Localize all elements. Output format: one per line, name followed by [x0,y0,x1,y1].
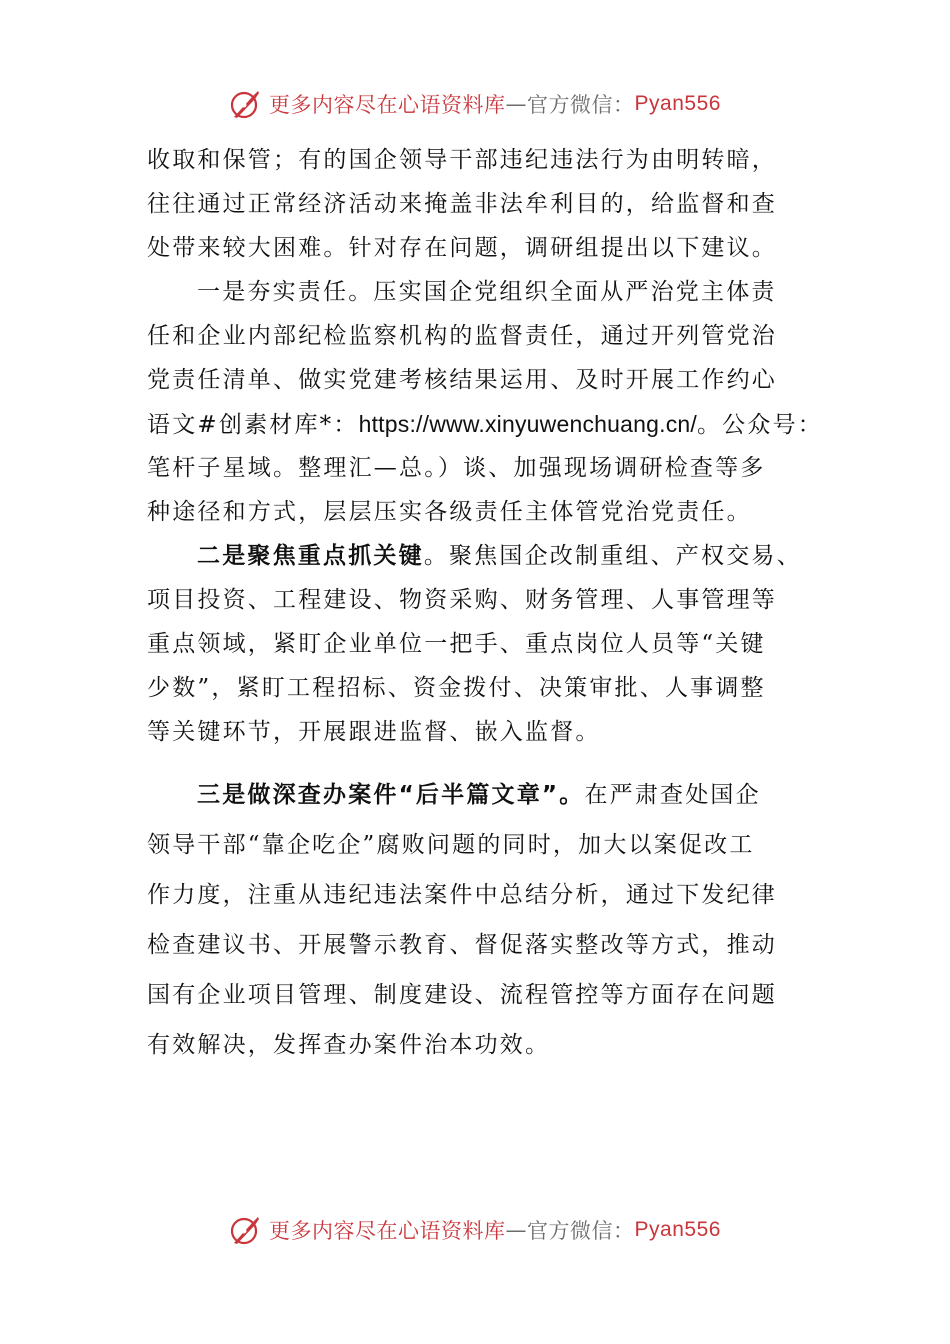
banner-dash: — [505,1218,528,1242]
banner-wechat-id: Pyan556 [634,92,721,115]
text-line: 领导干部“靠企吃企”腐败问题的同时，加大以案促改工 [147,832,755,858]
banner-title: 更多内容尽在心语资料库 [269,1219,506,1243]
text-line: 收取和保管；有的国企领导干部违纪违法行为由明转暗， [147,147,777,173]
paragraph-intro [147,138,807,270]
banner-wechat-label: 官方微信： [527,1219,635,1243]
banner-wechat-label: 官方微信： [527,93,635,117]
paragraph-lead: 三是做深查办案件“后半篇文章”。 [197,782,585,808]
text-line: 有效解决，发挥查办案件治本功效。 [147,1032,551,1058]
text-span: 。聚焦国企改制重组、产权交易、 [423,543,802,569]
banner-wechat-id: Pyan556 [634,1218,721,1241]
text-line [147,770,807,820]
text-line: 往往通过正常经济活动来掩盖非法牟利目的，给监督和查 [147,191,777,217]
text-line: 种途径和方式，层层压实各级责任主体管党治党责任。 [147,499,752,525]
document-body [147,138,823,1070]
banner-dash: — [505,92,528,116]
paragraph-gap [147,754,807,770]
paragraph-responsibility [147,270,823,534]
text-line: 党责任清单、做实党建考核结果运用、及时开展工作约心 [147,367,777,393]
text-line: 重点领域，紧盯企业单位一把手、重点岗位人员等“关键 [147,631,766,657]
header-banner [0,82,950,126]
text-line: 任和企业内部纪检监察机构的监督责任，通过开列管党治 [147,323,777,349]
banner-title: 更多内容尽在心语资料库 [269,93,506,117]
paragraph-case-handling [147,770,807,1070]
footer-banner [0,1208,950,1252]
text-span: 在严肃查处国企 [584,782,761,808]
text-line: 处带来较大困难。针对存在问题，调研组提出以下建议。 [147,235,777,261]
text-line: 一是夯实责任。压实国企党组织全面从严治党主体责 [197,279,777,305]
text-line: 检查建议书、开展警示教育、督促落实整改等方式，推动 [147,932,777,958]
pen-nib-logo-icon [229,87,263,121]
text-line: 作力度，注重从违纪违法案件中总结分析，通过下发纪律 [147,882,777,908]
watermark-url: https://www.xinyuwenchuang.cn/ [358,411,697,437]
text-line [147,402,823,446]
text-line: 笔杆子星域。整理汇—总。）谈、加强现场调研检查等多 [147,455,766,481]
pen-nib-logo-icon [229,1213,263,1247]
text-line: 项目投资、工程建设、物资采购、财务管理、人事管理等 [147,587,777,613]
text-line: 少数”，紧盯工程招标、资金拨付、决策审批、人事调整 [147,675,766,701]
text-line: 国有企业项目管理、制度建设、流程管控等方面存在问题 [147,982,777,1008]
watermark-text: 语文#创素材库*： [147,412,359,438]
text-line [147,534,807,578]
watermark-text: 。公众号： [696,412,823,438]
paragraph-key-focus [147,534,807,754]
paragraph-lead: 二是聚焦重点抓关键 [197,543,424,569]
text-line: 等关键环节，开展跟进监督、嵌入监督。 [147,719,601,745]
